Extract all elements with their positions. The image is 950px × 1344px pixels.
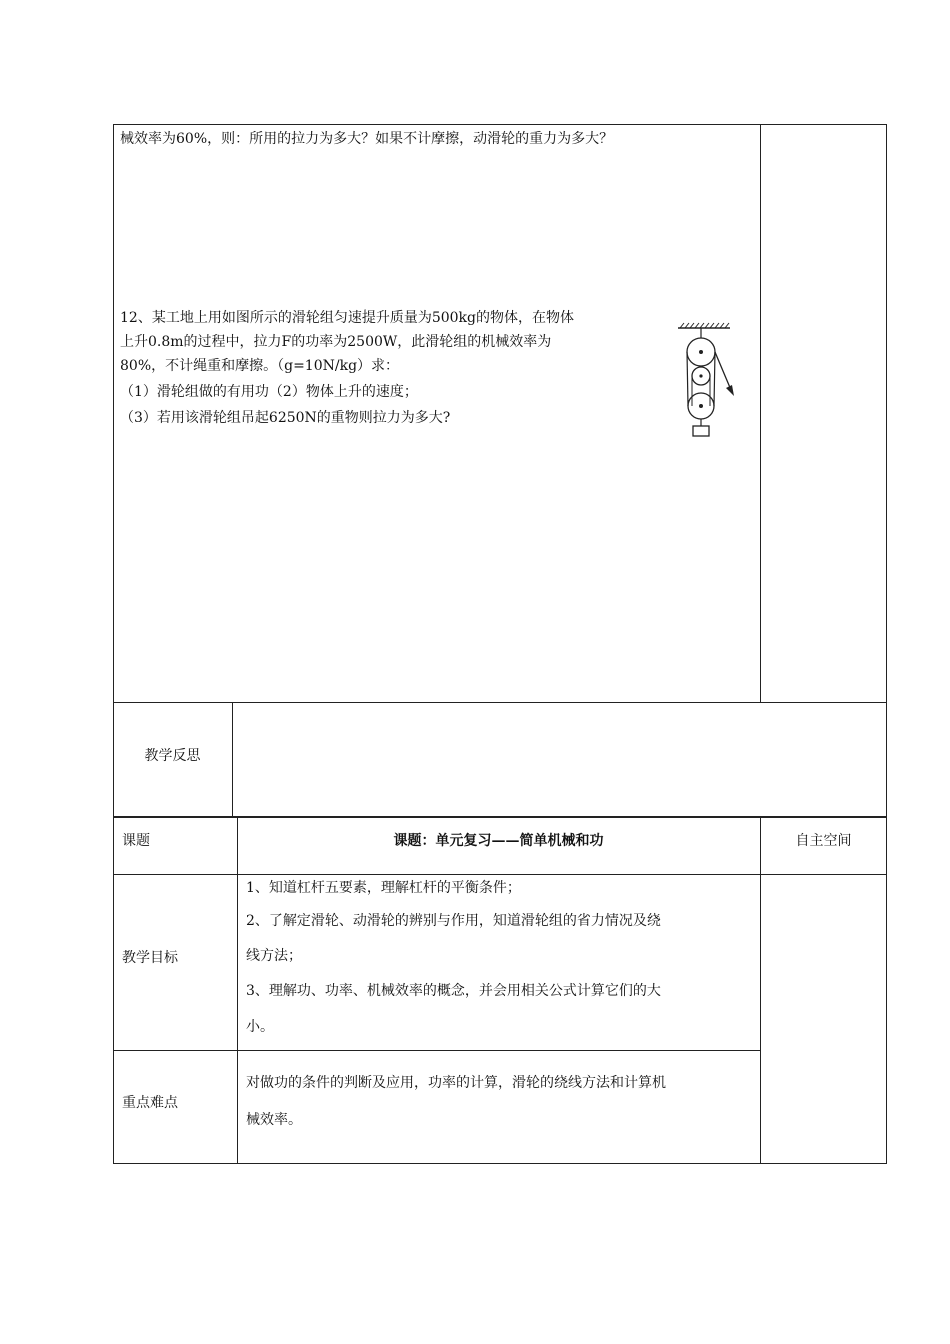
goal-line-5: 小。 — [246, 1019, 274, 1035]
question-12-line-5: （3）若用该滑轮组吊起6250N的重物则拉力为多大? — [120, 410, 451, 426]
question-12-line-2: 上升0.8m的过程中，拉力F的功率为2500W，此滑轮组的机械效率为 — [120, 334, 552, 350]
self-space-label: 自主空间 — [795, 833, 852, 849]
question-11-tail: 械效率为60%，则：所用的拉力为多大？如果不计摩擦，动滑轮的重力为多大？ — [120, 131, 614, 147]
upper-table — [113, 124, 887, 817]
key-points-line-2: 械效率。 — [246, 1112, 302, 1128]
question-12-line-4: （1）滑轮组做的有用功（2）物体上升的速度； — [120, 384, 418, 400]
topic-title: 课题：单元复习——简单机械和功 — [393, 833, 604, 849]
reflection-label-divider — [232, 702, 233, 817]
reflection-label: 教学反思 — [144, 748, 201, 764]
key-points-line-1: 对做功的条件的判断及应用，功率的计算，滑轮的绕线方法和计算机 — [246, 1075, 666, 1091]
lower-right-column-divider — [760, 817, 761, 1164]
topic-label: 课题 — [122, 833, 150, 849]
question-12-line-1: 12、某工地上用如图所示的滑轮组匀速提升质量为500kg的物体，在物体 — [120, 310, 574, 326]
upper-right-column-divider — [760, 124, 761, 702]
question-12-line-3: 80%，不计绳重和摩擦。（g=10N/kg）求： — [120, 358, 400, 374]
lower-row-divider-2 — [113, 1050, 761, 1051]
goal-line-1: 1、知道杠杆五要素，理解杠杆的平衡条件； — [246, 880, 521, 896]
goal-line-3: 线方法； — [246, 948, 302, 964]
lower-row-divider-1 — [113, 874, 887, 875]
goal-line-2: 2、了解定滑轮、动滑轮的辨别与作用，知道滑轮组的省力情况及绕 — [246, 913, 661, 929]
goal-line-4: 3、理解功、功率、机械效率的概念，并会用相关公式计算它们的大 — [246, 983, 661, 999]
pulley-system-diagram — [674, 320, 740, 442]
upper-row-divider — [113, 702, 887, 703]
key-points-label: 重点难点 — [122, 1095, 178, 1111]
lower-left-column-divider — [237, 817, 238, 1164]
goals-label: 教学目标 — [122, 950, 178, 966]
